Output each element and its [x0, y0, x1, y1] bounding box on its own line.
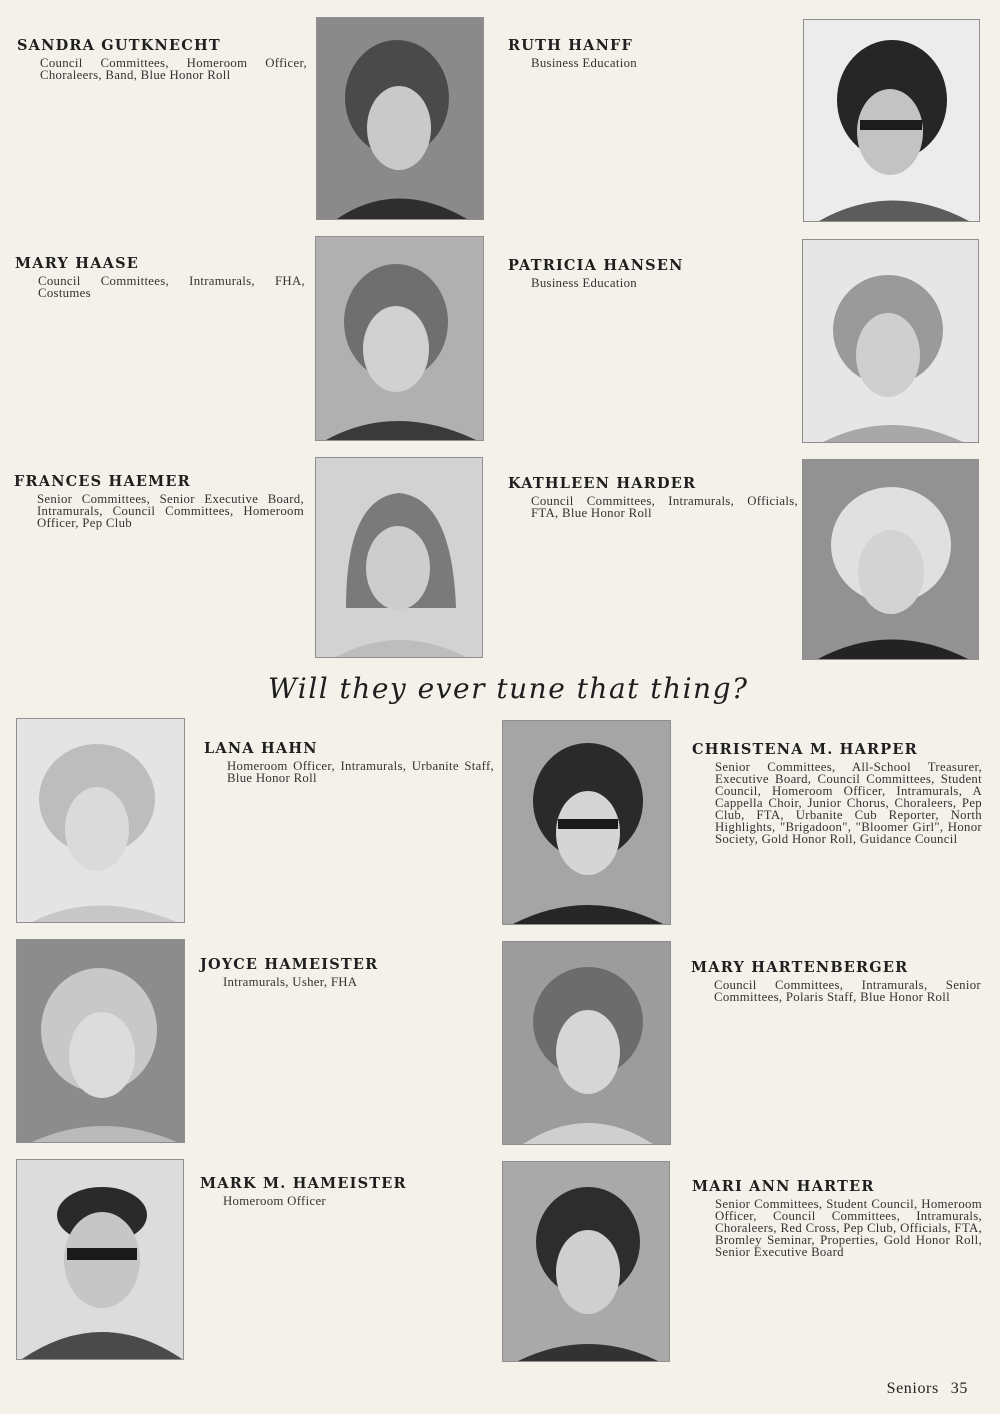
- page-footer: [887, 1380, 968, 1398]
- senior-name: MARK M. HAMEISTER: [200, 1175, 407, 1192]
- senior-entry-hartenberger: [691, 960, 981, 1003]
- senior-entry-gutknecht: [17, 38, 307, 81]
- senior-name: JOYCE HAMEISTER: [200, 956, 379, 973]
- senior-activities: Council Committees, Homeroom Officer, Choraleers, Band, Blue Honor Roll: [40, 56, 307, 82]
- senior-portrait-photo: [502, 941, 671, 1145]
- senior-portrait-photo: [802, 459, 979, 660]
- senior-portrait-photo: [502, 720, 671, 925]
- senior-name: PATRICIA HANSEN: [508, 257, 684, 274]
- senior-activities: Business Education: [531, 276, 637, 290]
- senior-name: KATHLEEN HARDER: [508, 475, 697, 492]
- senior-name: LANA HAHN: [204, 740, 318, 757]
- senior-name: CHRISTENA M. HARPER: [692, 741, 918, 758]
- senior-portrait-photo: [315, 457, 483, 658]
- senior-entry-harder: [508, 476, 798, 519]
- senior-portrait-photo: [316, 17, 484, 220]
- senior-activities: Senior Committees, Senior Executive Board, Intramurals, Council Committees, Homeroom Officer, Pep Club: [37, 492, 304, 530]
- senior-entry-hanff: [508, 38, 798, 69]
- senior-portrait-photo: [803, 19, 980, 222]
- senior-activities: Council Committees, Intramurals, FHA, Costumes: [38, 274, 305, 300]
- senior-name: MARI ANN HARTER: [692, 1178, 875, 1195]
- senior-activities: Homeroom Officer, Intramurals, Urbanite Staff, Blue Honor Roll: [227, 759, 494, 785]
- senior-entry-hameister-mark: [200, 1176, 490, 1207]
- senior-name: RUTH HANFF: [508, 37, 634, 54]
- senior-activities: Senior Committees, Student Council, Homeroom Officer, Council Committees, Intramurals, Choraleers, Red Cross, Pep Club, Officials, FTA, Bromley Seminar, Properties, Gold Honor Roll, Senior Executive Board: [715, 1197, 982, 1259]
- senior-portrait-photo: [16, 718, 185, 923]
- senior-name: FRANCES HAEMER: [14, 473, 191, 490]
- senior-name: MARY HARTENBERGER: [691, 959, 909, 976]
- senior-entry-hansen: [508, 258, 798, 289]
- senior-name: SANDRA GUTKNECHT: [17, 37, 221, 54]
- senior-name: MARY HAASE: [15, 255, 140, 272]
- senior-activities: Council Committees, Intramurals, Officials, FTA, Blue Honor Roll: [531, 494, 798, 520]
- senior-activities: Business Education: [531, 56, 637, 70]
- senior-entry-harter: [692, 1179, 982, 1258]
- senior-portrait-photo: [802, 239, 979, 443]
- senior-entry-hahn: [204, 741, 494, 784]
- senior-entry-harper: [692, 742, 982, 845]
- senior-entry-haemer: [14, 474, 304, 529]
- senior-entry-hameister-joyce: [200, 957, 490, 988]
- senior-portrait-photo: [502, 1161, 670, 1362]
- senior-activities: Intramurals, Usher, FHA: [223, 975, 358, 989]
- page-headline: Will they ever tune that thing?: [268, 672, 749, 705]
- senior-portrait-photo: [315, 236, 484, 441]
- page-number: 35: [950, 1380, 968, 1397]
- section-label: Seniors: [886, 1380, 939, 1397]
- senior-portrait-photo: [16, 1159, 184, 1360]
- senior-portrait-photo: [16, 939, 185, 1143]
- senior-entry-haase: [15, 256, 305, 299]
- senior-activities: Homeroom Officer: [223, 1194, 326, 1208]
- senior-activities: Council Committees, Intramurals, Senior Committees, Polaris Staff, Blue Honor Roll: [714, 978, 981, 1004]
- senior-activities: Senior Committees, All-School Treasurer, Executive Board, Council Committees, Student Council, Homeroom Officer, Intramurals, A Cappella Choir, Junior Chorus, Choraleers, Pep Club, FTA, Urbanite Cub Reporter, North Highlights, "Brigadoon", "Bloomer Girl", Honor Society, Gold Honor Roll, Guidance Council: [715, 760, 982, 846]
